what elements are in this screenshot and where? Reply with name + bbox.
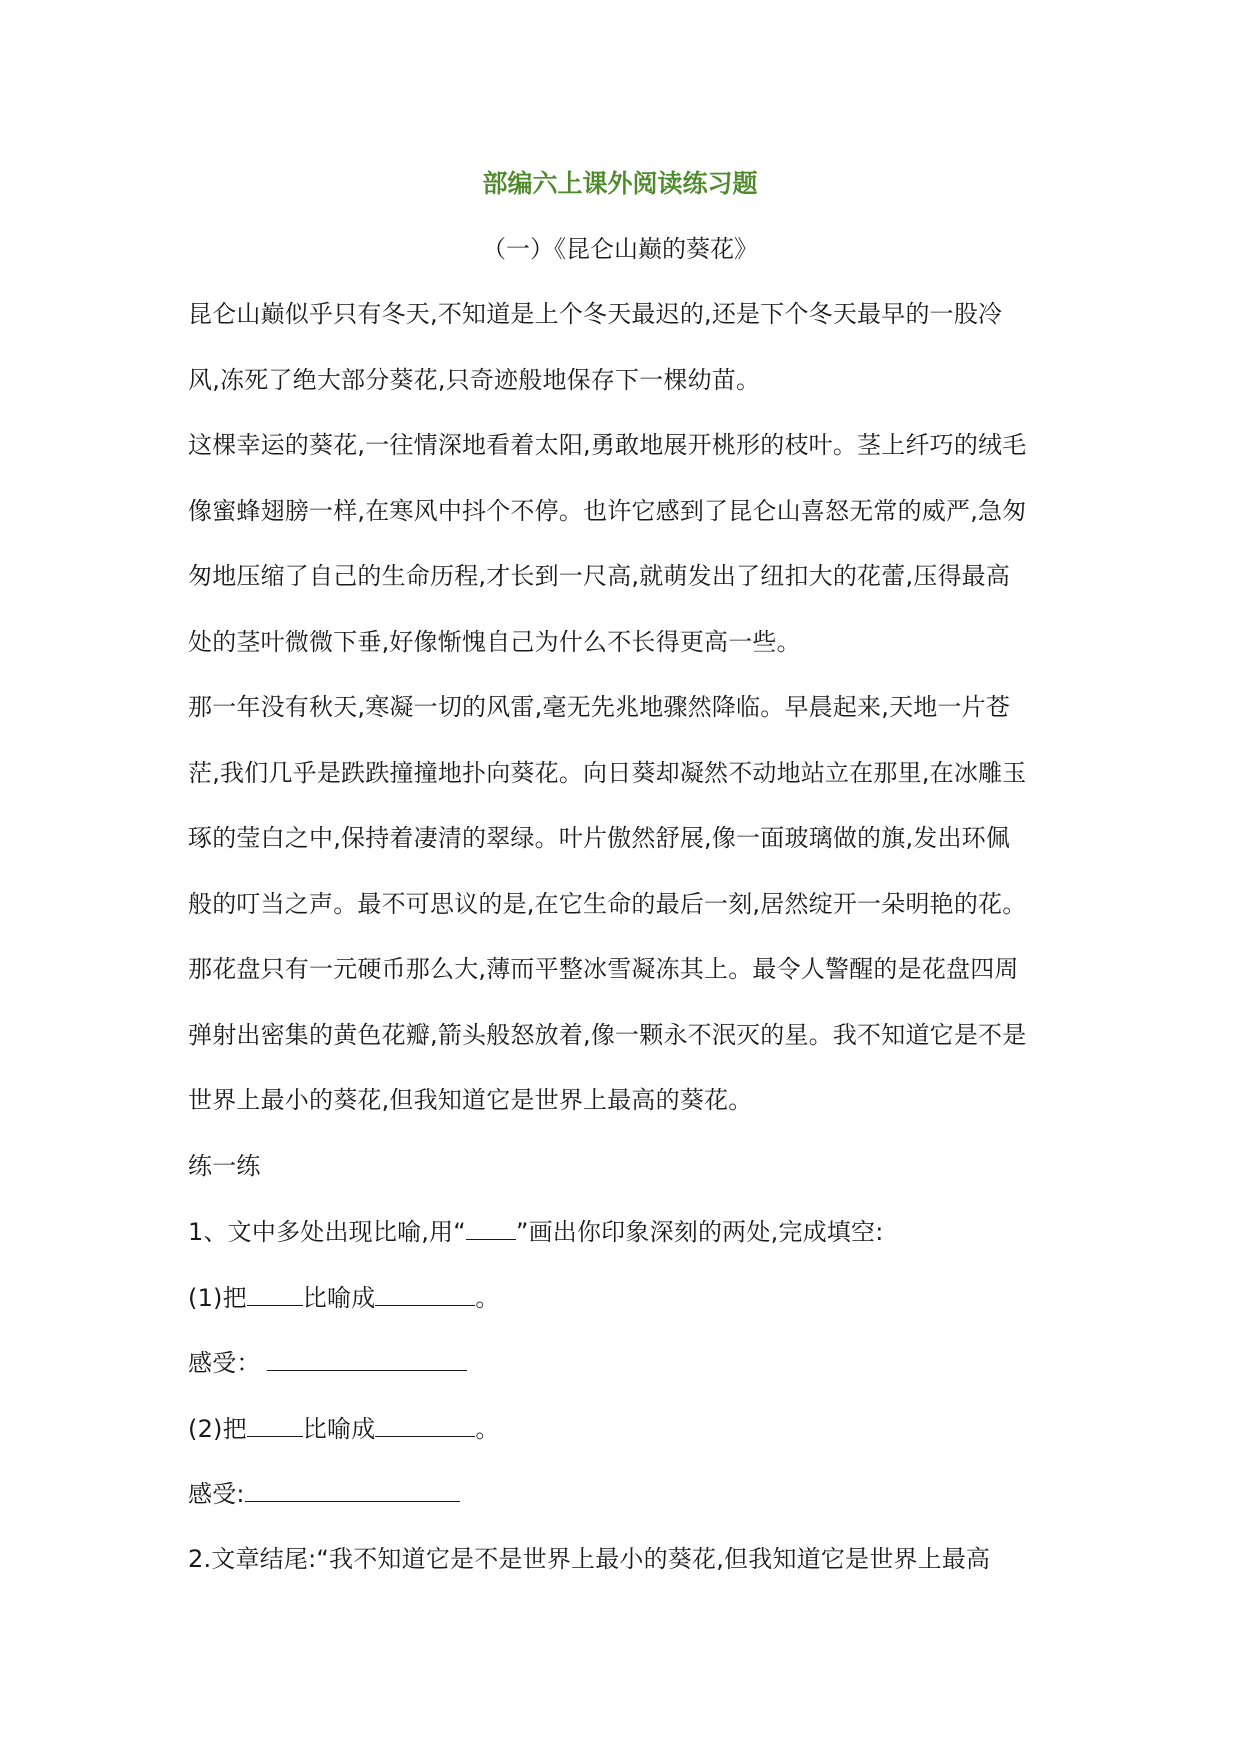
answer-blank[interactable] (375, 1279, 475, 1306)
fill-end: 。 (475, 1283, 500, 1312)
question-1-text-after: ”画出你印象深刻的两处,完成填空: (515, 1218, 884, 1246)
passage-line: 像蜜蜂翅膀一样,在寒风中抖个不停。也许它感到了昆仑山喜怒无常的威严,急匆 (188, 496, 1027, 525)
passage-line: 琢的莹白之中,保持着凄清的翠绿。叶片傲然舒展,像一面玻璃做的旗,发出环佩 (188, 824, 1011, 852)
practice-heading: 练一练 (188, 1151, 261, 1180)
answer-blank[interactable] (375, 1410, 475, 1437)
feeling-1 (188, 1344, 1068, 1410)
document-body (188, 296, 1068, 1606)
passage-line: 这棵幸运的葵花,一往情深地看着太阳,勇敢地展开桃形的枝叶。茎上纤巧的绒毛 (188, 431, 1027, 459)
passage-line: 风,冻死了绝大部分葵花,只奇迹般地保存下一棵幼苗。 (188, 365, 761, 394)
fill-prefix: (2)把 (188, 1414, 247, 1443)
answer-blank[interactable] (267, 1344, 467, 1371)
passage-line: 世界上最小的葵花,但我知道它是世界上最高的葵花。 (188, 1086, 753, 1114)
passage-line: 茫,我们几乎是跌跌撞撞地扑向葵花。向日葵却凝然不动地站立在那里,在冰雕玉 (188, 758, 1027, 787)
answer-blank[interactable] (247, 1410, 303, 1437)
passage-line: 弹射出密集的黄色花瓣,箭头般怒放着,像一颗永不泯灭的星。我不知道它是不是 (188, 1020, 1027, 1049)
passage-line: 般的叮当之声。最不可思议的是,在它生命的最后一刻,居然绽开一朵明艳的花。 (188, 889, 1027, 918)
page-title: 部编六上课外阅读练习题 (482, 169, 758, 198)
question-1-part-2 (188, 1410, 1068, 1476)
question-2: 2.文章结尾:“我不知道它是不是世界上最小的葵花,但我知道它是世界上最高 (188, 1544, 991, 1573)
fill-mid: 比喻成 (302, 1283, 376, 1312)
feeling-label: 感受: (188, 1480, 245, 1508)
answer-blank[interactable] (245, 1475, 460, 1502)
feeling-label: 感受： (188, 1349, 261, 1377)
passage-line: 那一年没有秋天,寒凝一切的风雷,毫无先兆地骤然降临。早晨起来,天地一片苍 (188, 693, 1011, 721)
answer-blank[interactable] (247, 1279, 303, 1306)
passage-line: 昆仑山巅似乎只有冬天,不知道是上个冬天最迟的,还是下个冬天最早的一股冷 (188, 300, 1003, 328)
feeling-2 (188, 1475, 1068, 1541)
passage-line: 匆地压缩了自己的生命历程,才长到一尺高,就萌发出了纽扣大的花蕾,压得最高 (188, 562, 1011, 590)
fill-mid: 比喻成 (302, 1414, 376, 1443)
underline-sample-blank (466, 1213, 516, 1240)
fill-end: 。 (475, 1414, 500, 1443)
passage-title: （一）《昆仑山巅的葵花》 (482, 235, 758, 263)
question-1-part-1 (188, 1279, 1068, 1345)
question-1 (188, 1213, 1068, 1279)
question-1-text-before: 1、文中多处出现比喻,用“ (188, 1218, 466, 1246)
passage-line: 那花盘只有一元硬币那么大,薄而平整冰雪凝冻其上。最令人警醒的是花盘四周 (188, 955, 1019, 983)
passage-line: 处的茎叶微微下垂,好像惭愧自己为什么不长得更高一些。 (188, 627, 801, 656)
fill-prefix: (1)把 (188, 1283, 247, 1312)
